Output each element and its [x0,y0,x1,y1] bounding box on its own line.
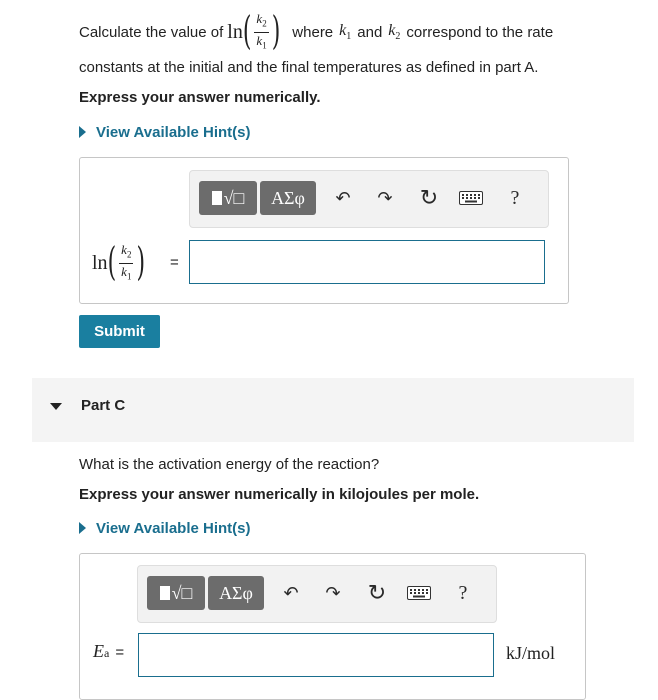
left-paren-answer: ( [107,240,117,286]
question-and: and [357,23,383,41]
redo-icon[interactable]: ↷ [377,187,393,208]
partB-answer-label [92,238,145,288]
partB-answer-input[interactable] [189,240,545,284]
partC-header[interactable] [32,378,634,442]
help-icon[interactable]: ? [458,581,468,604]
k-ratio-fraction-answer: $\frac{k_2}{k_1}$ [121,241,132,282]
right-paren-answer: ) [136,240,146,286]
greek-symbols-button[interactable]: ΑΣφ [208,576,264,610]
sqrt-icon: √□ [171,582,193,603]
k1-symbol: $k_1$ [339,21,352,43]
template-box-icon [212,191,222,205]
left-paren: ( [242,9,252,55]
Ea-var: E [93,641,104,661]
unit-label: kJ/mol [506,643,556,663]
question-where: where [292,23,334,41]
reset-icon[interactable]: ↻ [367,580,387,605]
collapse-caret-icon [50,403,62,410]
undo-icon[interactable]: ↶ [283,582,299,603]
templates-button[interactable] [147,576,205,610]
submit-button[interactable]: Submit [79,315,160,348]
sqrt-icon: √□ [223,187,245,208]
partB-hint-link[interactable] [79,124,251,141]
right-paren: ) [271,9,281,55]
partC-title: Part C [81,397,126,414]
partC-math-toolbar [137,565,497,623]
ln-symbol-answer: ln [92,251,108,274]
partB-math-toolbar [189,170,549,228]
redo-icon[interactable]: ↷ [325,582,341,603]
help-icon[interactable]: ? [510,186,520,209]
Ea-sub: a [104,646,110,660]
partC-instruction: Express your answer numerically in kilojoules per mole. [79,486,480,503]
k-ratio-fraction: $\frac{k_2}{k_1}$ [256,10,267,51]
question-line-2: constants at the initial and the final temperatures as defined in part A. [79,59,539,76]
keyboard-icon[interactable] [458,185,484,211]
Ea-label [93,641,124,662]
partB-instruction: Express your answer numerically. [79,89,321,106]
expand-triangle-icon [79,522,86,534]
expand-triangle-icon [79,126,86,138]
reset-icon[interactable]: ↻ [419,185,439,210]
partC-hint-label: View Available Hint(s) [96,520,251,537]
partC-answer-input[interactable] [138,633,494,677]
question-line-1 [79,9,554,55]
ln-symbol: ln [227,20,243,43]
keyboard-icon[interactable] [406,580,432,606]
partB-hint-label: View Available Hint(s) [96,124,251,141]
partC-equals: = [115,644,125,661]
undo-icon[interactable]: ↶ [335,187,351,208]
greek-symbols-button[interactable]: ΑΣφ [260,181,316,215]
template-box-icon [160,586,170,600]
question-prefix: Calculate the value of [79,23,224,41]
k2-symbol: $k_2$ [388,21,401,43]
templates-button[interactable] [199,181,257,215]
partC-hint-link[interactable] [79,520,251,537]
partB-equals: = [170,254,179,271]
question-suffix: correspond to the rate [406,23,554,41]
partC-question: What is the activation energy of the reaction? [79,456,380,473]
